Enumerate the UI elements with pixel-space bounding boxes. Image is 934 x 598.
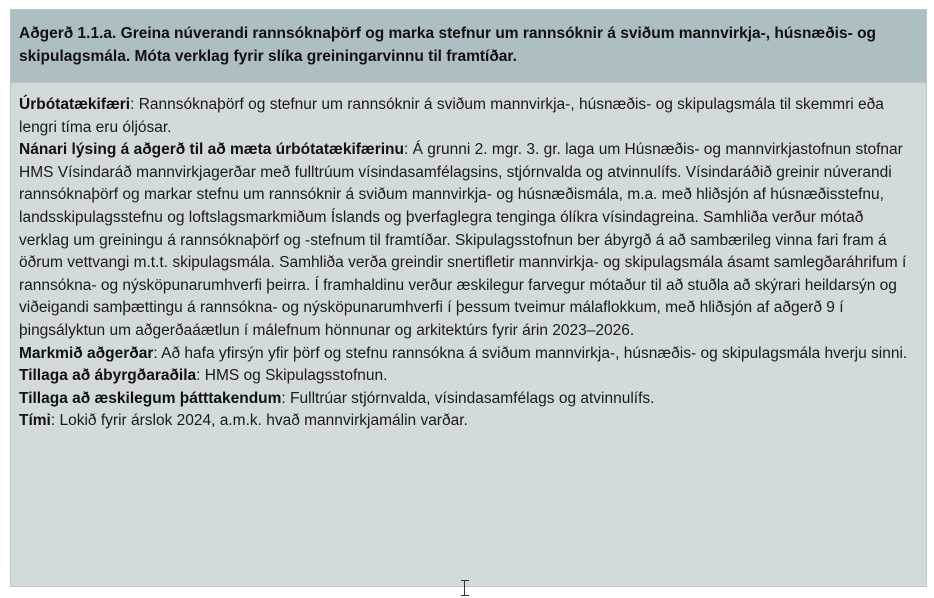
- section-text: : Fulltrúar stjórnvalda, vísindasamfélags og atvinnulífs.: [281, 389, 655, 407]
- action-body: [11, 83, 926, 433]
- section-goal: [19, 343, 914, 366]
- section-participants: [19, 388, 914, 411]
- section-responsible: [19, 365, 914, 388]
- action-panel: [10, 9, 927, 587]
- section-label: Úrbótatækifæri: [19, 96, 131, 113]
- section-label: Markmið aðgerðar: [19, 344, 154, 362]
- section-label: Tími: [19, 412, 51, 430]
- section-text: : Rannsóknaþörf og stefnur um rannsóknir á sviðum mannvirkja-, húsnæðis- og skipulagsmála til skemmri eða lengri tíma eru óljósar.: [19, 96, 884, 136]
- section-label: Tillaga að ábyrgðaraðila: [19, 367, 197, 385]
- section-description: [19, 139, 914, 342]
- section-text: : Að hafa yfirsýn yfir þörf og stefnu rannsókna á sviðum mannvirkja-, húsnæðis- og skipulagsmála hverju sinni.: [153, 344, 908, 362]
- section-text: : Lokið fyrir árslok 2024, a.m.k. hvað mannvirkjamálin varðar.: [50, 412, 468, 430]
- section-text: : HMS og Skipulagsstofnun.: [196, 367, 388, 385]
- text-cursor-icon: [461, 580, 469, 596]
- section-text: : Á grunni 2. mgr. 3. gr. laga um Húsnæðis- og mannvirkjastofnun stofnar HMS Vísindaráð mannvirkjagerðar með fulltrúum vísindasamfélagsins, stjórnvalda og atvinnulífs. Vísindaráðið greinir núverandi rannsóknaþörf og markar stefnu um rannsóknir á sviðum mannvirkja- og húsnæðismála, m.a. með hliðsjón af húsnæðisstefnu, landsskipulagsstefnu og loftslagsmarkmiðum Íslands og þverfaglegra tenginga ólíkra vísindagreina. Samhliða verður mótað verklag um greiningu á rannsóknaþörf og -stefnum til framtíðar. Skipulagsstofnun ber ábyrgð á að sambærileg vinna fari fram á öðrum vettvangi m.t.t. skipulagsmála. Samhliða verða greindir snertifletir mannvirkja- og skipulagsmála ásamt samlegðaráhrifum í rannsókna- og nýsköpunarumhverfi þeirra. Í framhaldinu verður æskilegur farvegur mótaður til að stuðla að skýrari heildarsýn og viðeigandi samþættingu á rannsókna- og nýsköpunarumhverfi í þessum tveimur málaflokkum, með hliðsjón af aðgerð 9 í þingsályktun um aðgerðaáætlun í málefnum hönnunar og arkitektúrs fyrir árin 2023–2026.: [19, 141, 907, 339]
- action-header: [11, 10, 926, 83]
- section-time: [19, 410, 914, 433]
- section-opportunity: [19, 94, 914, 139]
- section-label: Tillaga að æskilegum þátttakendum: [19, 389, 282, 407]
- action-title: Aðgerð 1.1.a. Greina núverandi rannsóknaþörf og marka stefnur um rannsóknir á sviðum mannvirkja-, húsnæðis- og skipulagsmála. Móta verklag fyrir slíka greiningarvinnu til framtíðar.: [19, 25, 877, 65]
- section-label: Nánari lýsing á aðgerð til að mæta úrbótatækifærinu: [19, 141, 404, 159]
